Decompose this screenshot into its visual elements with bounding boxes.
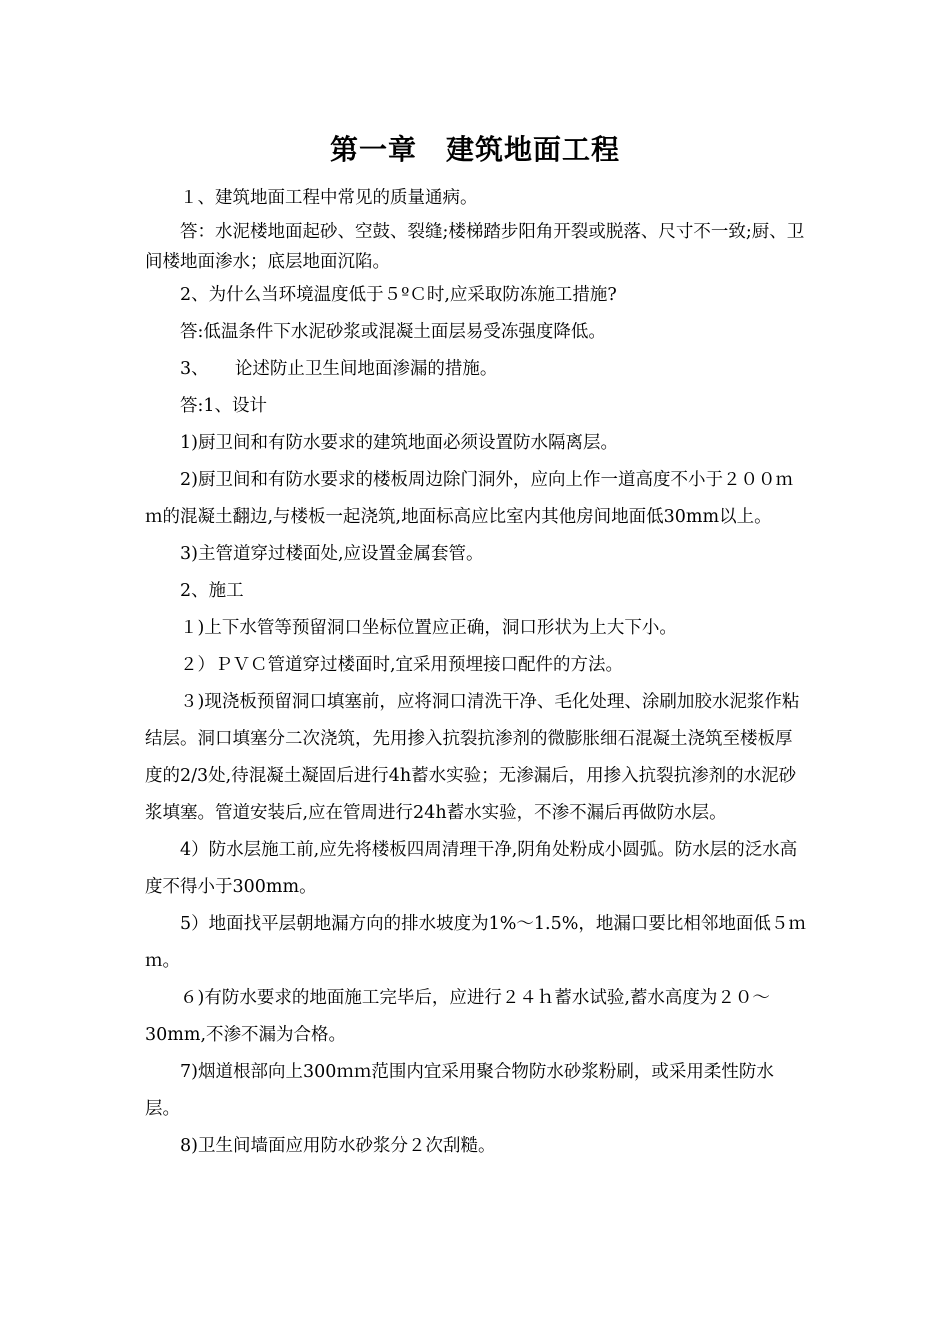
paragraph-construction-heading: 2、施工 bbox=[180, 581, 244, 601]
paragraph-question-1: １、建筑地面工程中常见的质量通病。 bbox=[180, 188, 478, 208]
paragraph-design-heading: 答:1、设计 bbox=[180, 396, 268, 416]
paragraph-construction-2: ２）ＰＶＣ管道穿过楼面时,宜采用预埋接口配件的方法。 bbox=[180, 655, 624, 675]
paragraph-construction-3: ３)现浇板预留洞口填塞前，应将洞口清洗干净、毛化处理、涂刷加胶水泥浆作粘结层。洞口填塞分二次浇筑，先用掺入抗裂抗渗剂的微膨胀细石混凝土浇筑至楼板厚度的2/3处,待混凝土凝固后进行4h蓄水实验；无渗漏后，用掺入抗裂抗渗剂的水泥砂浆填塞。管道安装后,应在管周进行24h蓄水实验，不渗不漏后再做防水层。 bbox=[145, 692, 800, 823]
paragraph-design-2: 2)厨卫间和有防水要求的楼板周边除门洞外，应向上作一道高度不小于２００ｍｍ的混凝土翻边,与楼板一起浇筑,地面标高应比室内其他房间地面低30mm以上。 bbox=[145, 470, 793, 527]
paragraph-construction-4: 4）防水层施工前,应先将楼板四周清理干净,阴角处粉成小圆弧。防水层的泛水高度不得小于300mm。 bbox=[145, 840, 798, 897]
paragraph-design-1: 1)厨卫间和有防水要求的建筑地面必须设置防水隔离层。 bbox=[180, 433, 618, 453]
document-body bbox=[145, 180, 807, 1165]
paragraph-answer-1: 答：水泥楼地面起砂、空鼓、裂缝;楼梯踏步阳角开裂或脱落、尺寸不一致;厨、卫间楼地面渗水；底层地面沉陷。 bbox=[145, 222, 805, 272]
paragraph-construction-8: 8)卫生间墙面应用防水砂浆分２次刮糙。 bbox=[180, 1136, 496, 1156]
chapter-title: 第一章 建筑地面工程 bbox=[329, 133, 620, 166]
paragraph-answer-2: 答:低温条件下水泥砂浆或混凝土面层易受冻强度降低。 bbox=[180, 322, 606, 342]
paragraph-construction-7: 7)烟道根部向上300ｍｍ范围内宜采用聚合物防水砂浆粉刷，或采用柔性防水层。 bbox=[145, 1062, 774, 1119]
paragraph-question-2: 2、为什么当环境温度低于５ºＣ时,应采取防冻施工措施? bbox=[180, 285, 617, 305]
paragraph-construction-5: 5）地面找平层朝地漏方向的排水坡度为1%～1.5%，地漏口要比相邻地面低５ｍｍ。 bbox=[145, 914, 806, 971]
paragraph-construction-6: ６)有防水要求的地面施工完毕后，应进行２４ｈ蓄水试验,蓄水高度为２０～30mm,不渗不漏为合格。 bbox=[145, 988, 770, 1045]
paragraph-question-3: 3、 论述防止卫生间地面渗漏的措施。 bbox=[180, 359, 498, 379]
paragraph-construction-1: １)上下水管等预留洞口坐标位置应正确，洞口形状为上大下小。 bbox=[180, 618, 677, 638]
paragraph-design-3: 3)主管道穿过楼面处,应设置金属套管。 bbox=[180, 544, 484, 564]
